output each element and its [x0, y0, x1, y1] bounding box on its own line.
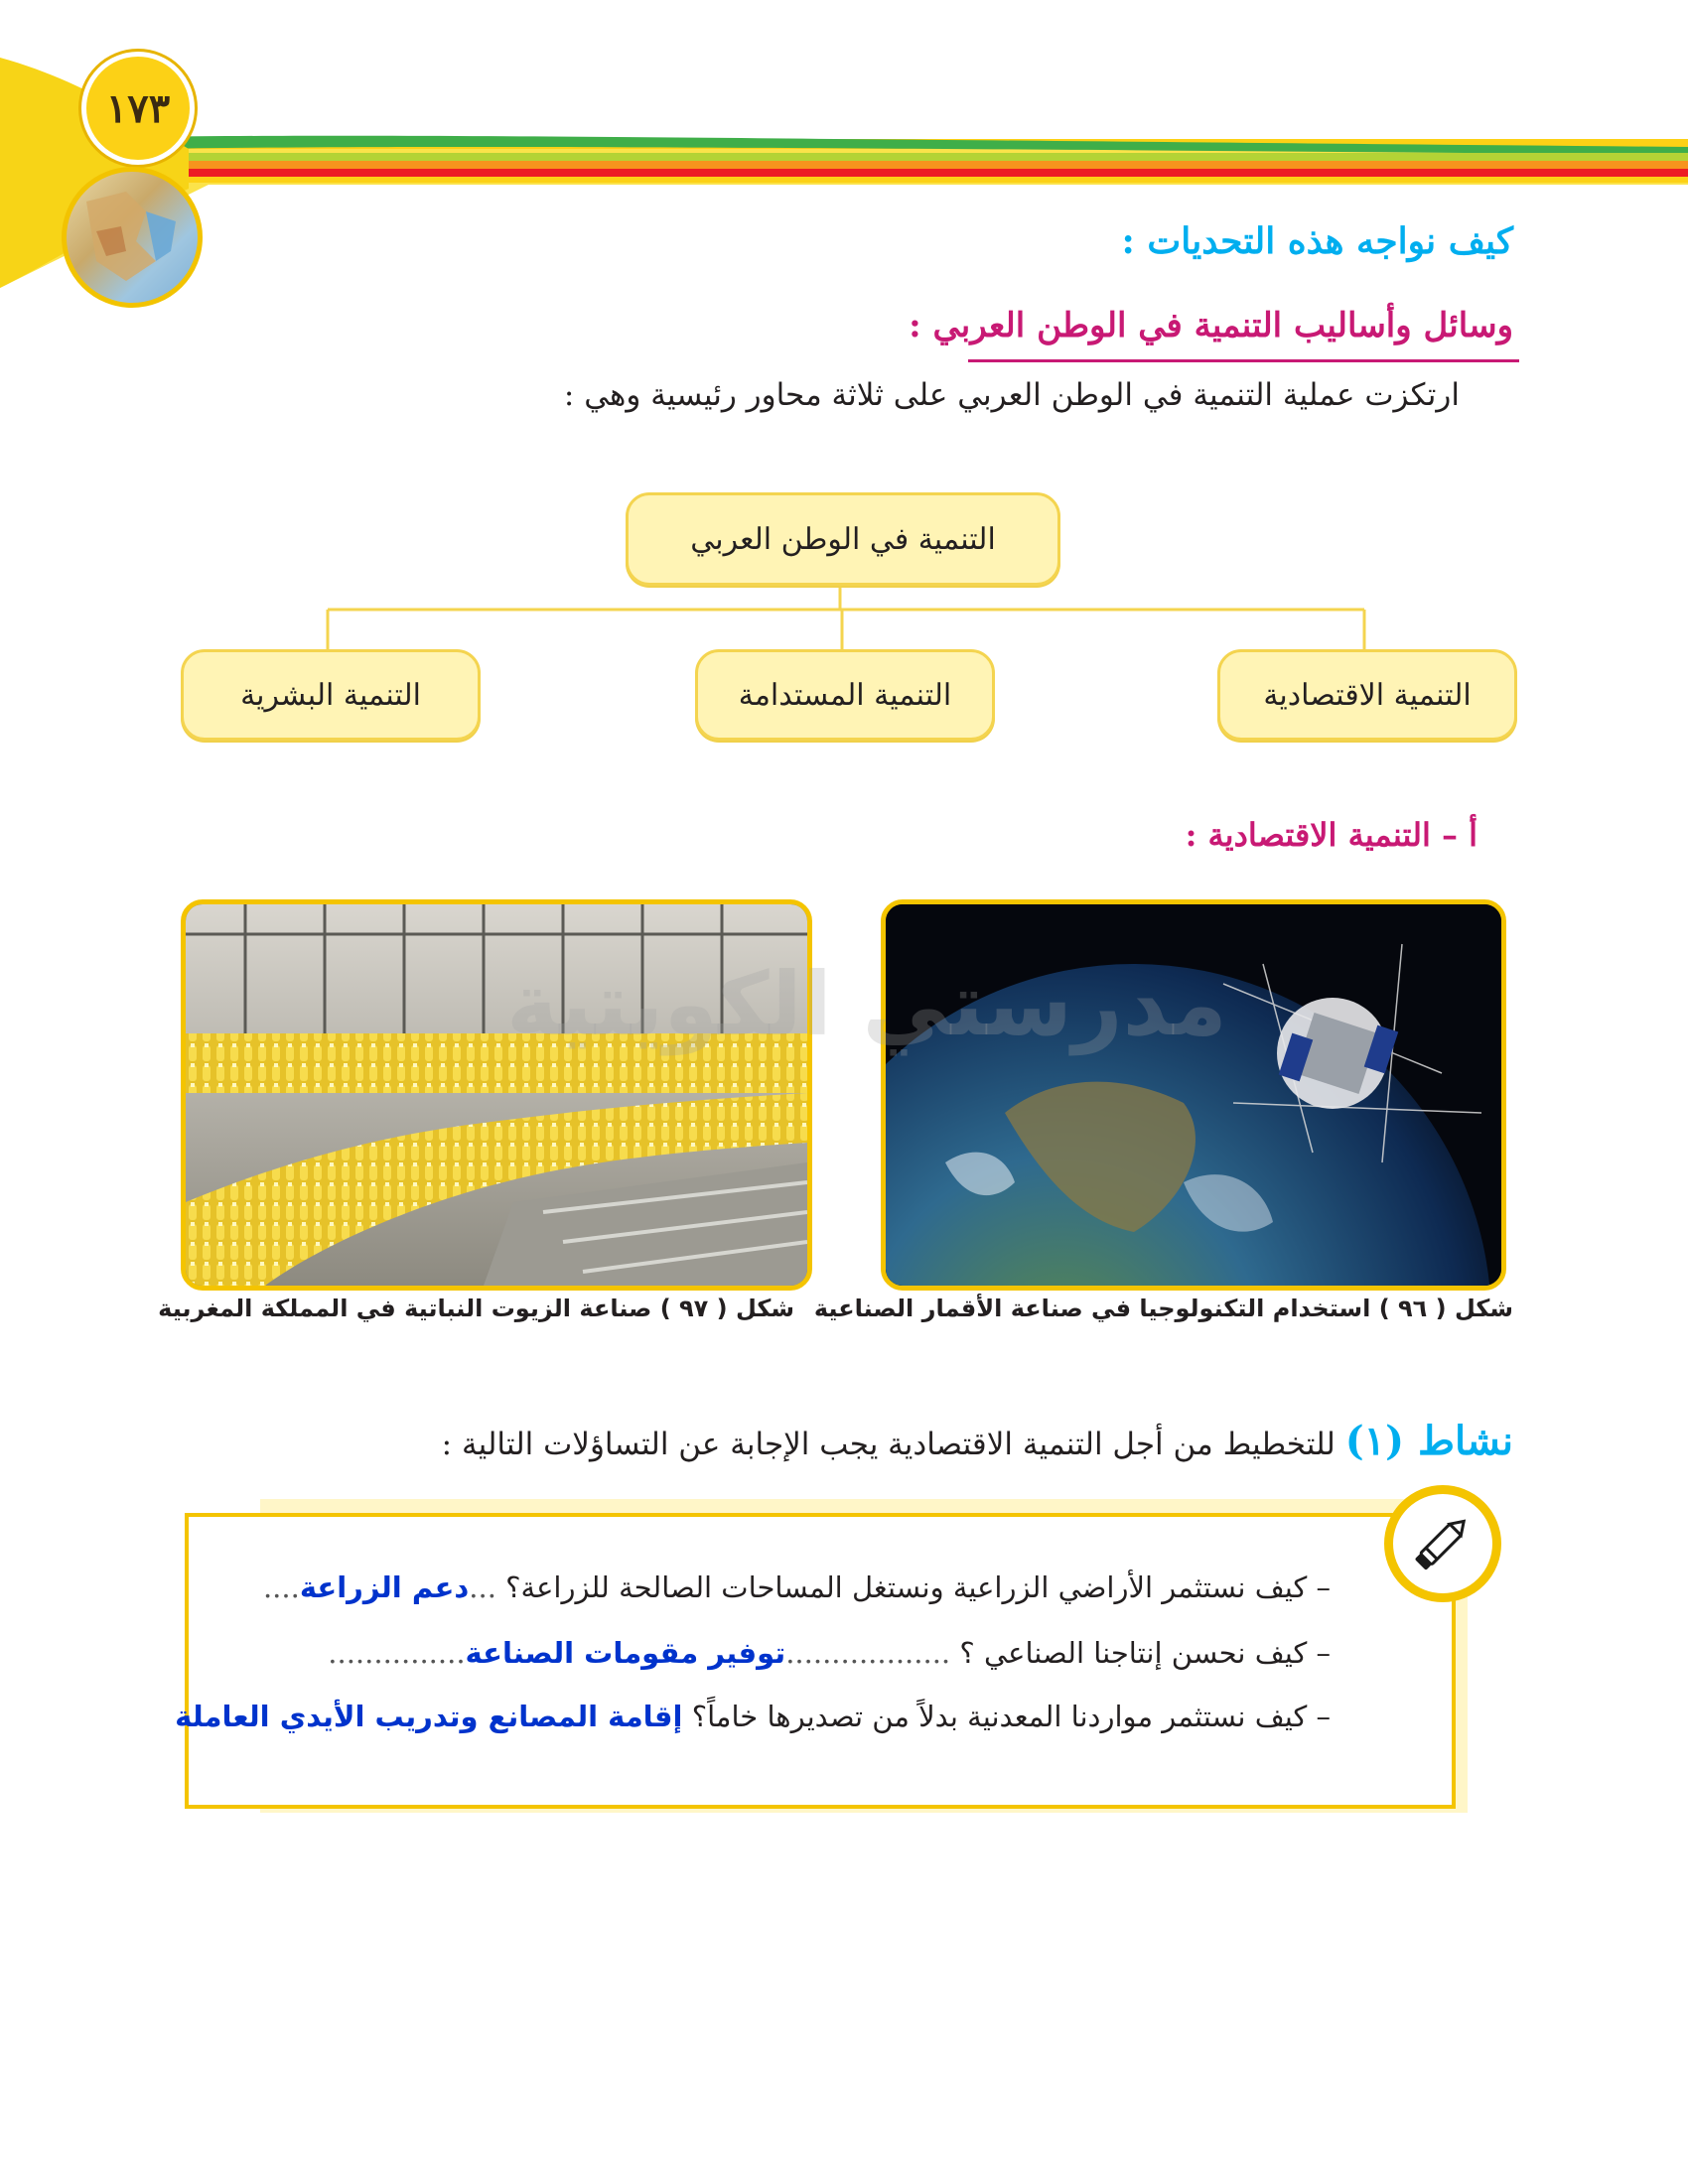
answer-text: إقامة المصانع وتدريب الأيدي العاملة — [175, 1700, 683, 1733]
activity-question-3 — [175, 1700, 1331, 1733]
answer-dots: ... — [469, 1570, 506, 1604]
activity-text: للتخطيط من أجل التنمية الاقتصادية يجب الإجابة عن التساؤلات التالية : — [441, 1427, 1336, 1462]
figure-97-caption: شكل ( ٩٧ ) صناعة الزيوت النباتية في المملكة المغربية — [158, 1295, 794, 1322]
answer-dots: ............... — [328, 1636, 466, 1670]
diagram-sustainable-box: التنمية المستدامة — [695, 649, 995, 741]
answer-dots — [682, 1700, 691, 1733]
activity-question-2 — [328, 1636, 1331, 1670]
diagram-economic-box: التنمية الاقتصادية — [1217, 649, 1517, 741]
question-text: – كيف نستثمر مواردنا المعدنية بدلاً من تصديرها خاماً؟ — [691, 1700, 1331, 1733]
section-a-heading: أ – التنمية الاقتصادية : — [1185, 816, 1477, 854]
answer-text: توفير مقومات الصناعة — [465, 1636, 786, 1670]
activity-intro — [442, 1418, 1513, 1464]
intro-paragraph: ارتكزت عملية التنمية في الوطن العربي على ثلاثة محاور رئيسية وهي : — [563, 377, 1460, 413]
answer-text: دعم الزراعة — [299, 1570, 470, 1604]
question-text: – كيف نحسن إنتاجنا الصناعي ؟ — [959, 1636, 1331, 1670]
answer-dots: .... — [262, 1570, 300, 1604]
activity-label: نشاط (١) — [1344, 1418, 1513, 1464]
main-heading: كيف نواجه هذه التحديات : — [1121, 220, 1513, 262]
figure-96-caption: شكل ( ٩٦ ) استخدام التكنولوجيا في صناعة الأقمار الصناعية — [813, 1295, 1513, 1322]
diagram-root-box: التنمية في الوطن العربي — [626, 492, 1060, 586]
question-text: – كيف نستثمر الأراضي الزراعية ونستغل المساحات الصالحة للزراعة؟ — [505, 1570, 1331, 1604]
activity-question-1 — [263, 1570, 1331, 1604]
pencil-icon — [1384, 1485, 1501, 1602]
page-number-badge: ١٧٣ — [81, 52, 195, 165]
answer-dots: .................. — [785, 1636, 960, 1670]
sub-heading: وسائل وأساليب التنمية في الوطن العربي : — [909, 306, 1513, 345]
diagram-human-box: التنمية البشرية — [181, 649, 481, 741]
watermark-text: مدرستي الكويتية — [506, 953, 1227, 1055]
